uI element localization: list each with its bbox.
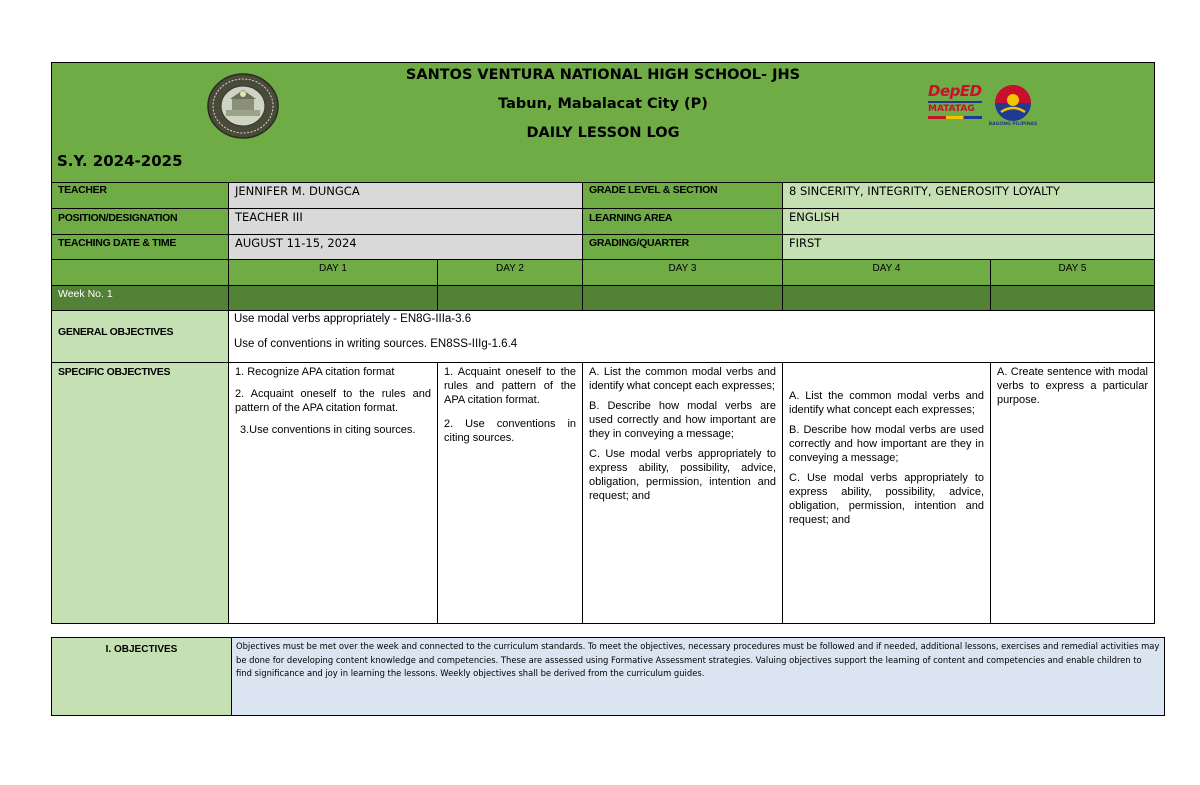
- specific-objectives-day1: [228, 362, 438, 624]
- learning-area-value: ENGLISH: [782, 208, 1155, 235]
- position-value: TEACHER III: [228, 208, 583, 235]
- learning-area-label: LEARNING AREA: [582, 208, 783, 235]
- specific-objectives-day3: [582, 362, 783, 624]
- grade-level-value: 8 SINCERITY, INTEGRITY, GENEROSITY LOYALTY: [782, 182, 1155, 209]
- general-objectives-content: [228, 310, 1155, 363]
- position-label: POSITION/DESIGNATION: [51, 208, 229, 235]
- specific-objectives-day2: [437, 362, 583, 624]
- document-title: DAILY LESSON LOG: [526, 125, 680, 141]
- day1-objective-3: 3.Use conventions in citing sources.: [240, 424, 416, 436]
- objectives-section-label: I. OBJECTIVES: [51, 637, 232, 716]
- general-objectives-label: GENERAL OBJECTIVES: [51, 310, 229, 363]
- teaching-date-value: AUGUST 11-15, 2024: [228, 234, 583, 260]
- specific-objectives-label: SPECIFIC OBJECTIVES: [51, 362, 229, 624]
- day-1-header: DAY 1: [228, 259, 438, 286]
- objectives-description: Objectives must be met over the week and connected to the curriculum standards. To meet the objectives, necessary procedures must be followed and if needed, additional lessons, exercises and remedial activities may be done for developing content knowledge and competencies. These are assessed using Formative Assessment strategies. Valuing objectives support the learning of content and competencies and enable children to find significance and joy in learning the lessons. Weekly objectives shall be derived from the curriculum guides.: [231, 637, 1165, 716]
- day4-objective-a: A. List the common modal verbs and identify what concept each expresses;: [789, 390, 984, 416]
- specific-objectives-day4: [782, 362, 991, 624]
- day-3-header: DAY 3: [582, 259, 783, 286]
- week-cell-day3: [582, 285, 783, 311]
- day-header-blank: [51, 259, 229, 286]
- day-5-header: DAY 5: [990, 259, 1155, 286]
- general-objective-1: Use modal verbs appropriately - EN8G-IIIa-3.6: [234, 313, 472, 325]
- specific-objectives-day5: [990, 362, 1155, 624]
- school-seal-icon: [206, 72, 280, 140]
- day4-objective-c: C. Use modal verbs appropriately to express ability, possibility, advice, obligation, permission, intention and request; and: [789, 472, 984, 526]
- grading-quarter-value: FIRST: [782, 234, 1155, 260]
- teacher-label: TEACHER: [51, 182, 229, 209]
- week-cell-day4: [782, 285, 991, 311]
- day5-objective-a: A. Create sentence with modal verbs to express a particular purpose.: [997, 366, 1148, 406]
- school-year: S.Y. 2024-2025: [57, 152, 183, 170]
- day-4-header: DAY 4: [782, 259, 991, 286]
- day-2-header: DAY 2: [437, 259, 583, 286]
- week-cell-day1: [228, 285, 438, 311]
- day3-objective-c: C. Use modal verbs appropriately to express ability, possibility, advice, obligation, permission, intention and request; and: [589, 448, 776, 502]
- school-location: Tabun, Mabalacat City (P): [498, 96, 708, 112]
- day3-objective-b: B. Describe how modal verbs are used correctly and how important are they in conveying a message;: [589, 400, 776, 440]
- week-cell-day5: [990, 285, 1155, 311]
- teaching-date-label: TEACHING DATE & TIME: [51, 234, 229, 260]
- school-name: SANTOS VENTURA NATIONAL HIGH SCHOOL- JHS: [405, 67, 801, 83]
- general-objective-2: Use of conventions in writing sources. EN8SS-IIIg-1.6.4: [234, 338, 518, 350]
- week-cell-day2: [437, 285, 583, 311]
- day4-objective-b: B. Describe how modal verbs are used correctly and how important are they in conveying a message;: [789, 424, 984, 464]
- day2-objective-2: 2. Use conventions in citing sources.: [444, 418, 576, 444]
- day1-objective-1: 1. Recognize APA citation format: [235, 366, 395, 378]
- deped-matatag-logo: DepED MATATAG: [928, 82, 982, 130]
- day1-objective-2: 2. Acquaint oneself to the rules and pattern of the APA citation format.: [235, 388, 431, 414]
- teacher-value: JENNIFER M. DUNGCA: [228, 182, 583, 209]
- day3-objective-a: A. List the common modal verbs and identify what concept each expresses;: [589, 366, 776, 392]
- day2-objective-1: 1. Acquaint oneself to the rules and pattern of the APA citation format.: [444, 366, 576, 406]
- grading-quarter-label: GRADING/QUARTER: [582, 234, 783, 260]
- week-number: Week No. 1: [51, 285, 229, 311]
- grade-level-label: GRADE LEVEL & SECTION: [582, 182, 783, 209]
- bagong-pilipinas-logo: BAGONG PILIPINAS: [988, 84, 1038, 132]
